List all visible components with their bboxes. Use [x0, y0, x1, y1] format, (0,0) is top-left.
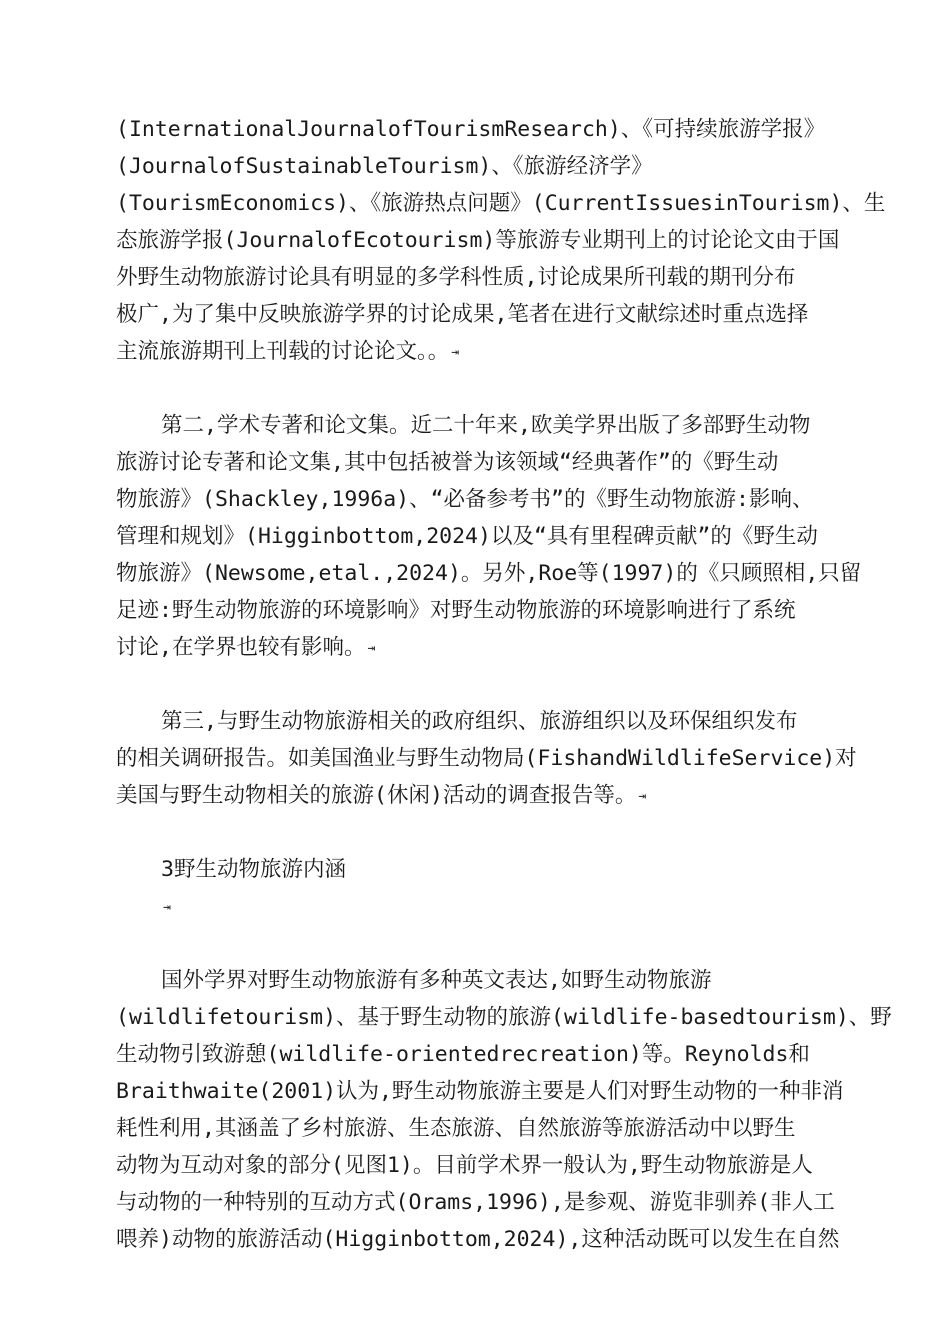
text-line: (wildlifetourism)、基于野生动物的旅游(wildlife-basedtourism)、野: [116, 1005, 892, 1030]
paragraph-mark-icon: ⇥: [163, 899, 171, 915]
paragraph-spacer: [116, 370, 836, 407]
paragraph-spacer: [116, 925, 836, 962]
text-line: (InternationalJournalofTourismResearch)、《可持续旅游学报》: [116, 117, 826, 142]
text-line: 动物为互动对象的部分(见图1)。目前学术界一般认为,野生动物旅游是人: [116, 1153, 813, 1178]
text-line: 第三,与野生动物旅游相关的政府组织、旅游组织以及环保组织发布: [161, 709, 798, 734]
text-line: 与动物的一种特别的互动方式(Orams,1996),是参观、游览非驯养(非人工: [116, 1190, 835, 1215]
text-line-content: 讨论,在学界也较有影响。: [116, 635, 366, 660]
paragraph-spacer: [116, 666, 836, 703]
paragraph-1: [116, 111, 886, 370]
paragraph-2: [116, 407, 862, 666]
text-line: 耗性利用,其涵盖了乡村旅游、生态旅游、自然旅游等旅游活动中以野生: [116, 1116, 796, 1141]
text-line: (JournalofSustainableTourism)、《旅游经济学》: [116, 154, 653, 179]
text-line: 足迹:野生动物旅游的环境影响》对野生动物旅游的环境影响进行了系统: [116, 598, 796, 623]
text-line-content: 主流旅游期刊上刊载的讨论论文。。: [116, 339, 450, 364]
text-line: 态旅游学报(JournalofEcotourism)等旅游专业期刊上的讨论论文由于国: [116, 228, 840, 253]
empty-paragraph: [116, 888, 836, 925]
text-line: 极广,为了集中反映旅游学界的讨论成果,笔者在进行文献综述时重点选择: [116, 302, 809, 327]
paragraph-mark-icon: ⇥: [638, 788, 647, 804]
text-line: 物旅游》(Shackley,1996a)、“必备参考书”的《野生动物旅游:影响、: [116, 487, 814, 512]
text-line: 国外学界对野生动物旅游有多种英文表达,如野生动物旅游: [161, 968, 712, 993]
text-line-content: 美国与野生动物相关的旅游(休闲)活动的调查报告等。: [116, 783, 637, 808]
text-line: 第二,学术专著和论文集。近二十年来,欧美学界出版了多部野生动物: [161, 413, 811, 438]
text-line: [116, 777, 836, 814]
paragraph-mark-icon: ⇥: [367, 640, 376, 656]
text-line: Braithwaite(2001)认为,野生动物旅游主要是人们对野生动物的一种非消: [116, 1079, 844, 1104]
text-line: 生动物引致游憩(wildlife-orientedrecreation)等。Reynolds和: [116, 1042, 810, 1067]
text-line: (TourismEconomics)、《旅游热点问题》(CurrentIssuesinTourism)、生: [116, 191, 886, 216]
paragraph-3: [116, 703, 857, 814]
section-heading: 3野生动物旅游内涵: [161, 857, 346, 882]
text-line: 物旅游》(Newsome,etal.,2024)。另外,Roe等(1997)的《只顾照相,只留: [116, 561, 862, 586]
paragraph-mark-icon: ⇥: [451, 344, 460, 360]
text-line: [116, 629, 836, 666]
text-line: [116, 333, 836, 370]
paragraph-4: [116, 962, 892, 1258]
text-line: 管理和规划》(Higginbottom,2024)以及“具有里程碑贡献”的《野生动: [116, 524, 818, 549]
document-page: [116, 111, 892, 1258]
paragraph-spacer: [116, 814, 836, 851]
text-line: 喂养)动物的旅游活动(Higginbottom,2024),这种活动既可以发生在自然: [116, 1227, 840, 1252]
text-line: 的相关调研报告。如美国渔业与野生动物局(FishandWildlifeService)对: [116, 746, 857, 771]
text-line: 外野生动物旅游讨论具有明显的多学科性质,讨论成果所刊载的期刊分布: [116, 265, 796, 290]
text-line: 旅游讨论专著和论文集,其中包括被誉为该领域“经典著作”的《野生动: [116, 450, 779, 475]
